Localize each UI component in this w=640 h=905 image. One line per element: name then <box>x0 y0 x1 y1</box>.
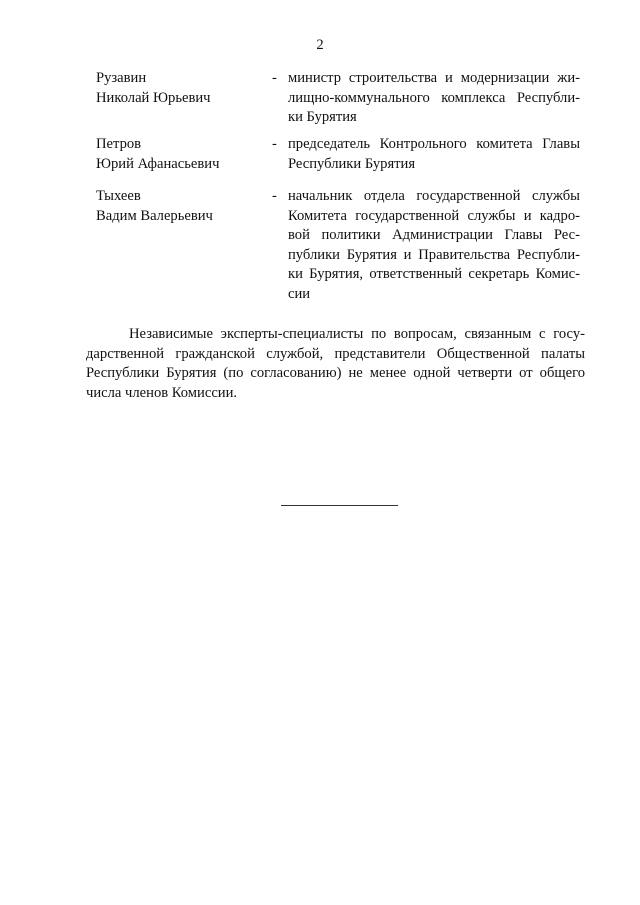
given-names: Николай Юрьевич <box>96 89 211 106</box>
role-line: сии <box>288 285 311 302</box>
role-line: ки Бурятия, ответственный секретарь Комис- <box>288 266 580 282</box>
role-line: вой политики Администрации Главы Рес- <box>288 227 580 243</box>
dash: - <box>272 188 277 204</box>
surname: Рузавин <box>96 70 147 86</box>
role-line: Республики Бурятия <box>288 155 416 172</box>
paragraph-line: Республики Бурятия (по согласованию) не менее одной четверти от общего <box>86 365 585 381</box>
paragraph-line: Независимые эксперты-специалисты по вопросам, связанным с госу- <box>129 326 585 342</box>
role-line: лищно-коммунального комплекса Республи- <box>288 89 580 106</box>
member-name <box>96 69 266 108</box>
independent-experts-paragraph <box>86 325 585 403</box>
paragraph-line: числа членов Комиссии. <box>86 384 238 401</box>
dash: - <box>272 136 277 152</box>
dash: - <box>272 70 277 86</box>
role-line: министр строительства и модернизации жи- <box>288 70 580 86</box>
role-line: ки Бурятия <box>288 109 357 125</box>
member-name <box>96 135 266 174</box>
member-role <box>288 187 580 304</box>
paragraph-line: дарственной гражданской службой, представители Общественной палаты <box>86 345 585 362</box>
surname: Тыхеев <box>96 188 141 204</box>
page-number: 2 <box>316 37 324 53</box>
role-line: начальник отдела государственной службы <box>288 188 580 204</box>
member-role <box>288 135 580 174</box>
role-line: Комитета государственной службы и кадро- <box>288 207 580 224</box>
member-role <box>288 69 580 128</box>
role-line: председатель Контрольного комитета Главы <box>288 136 580 152</box>
surname: Петров <box>96 136 142 152</box>
role-line: публики Бурятия и Правительства Республи- <box>288 246 580 263</box>
given-names: Юрий Афанасьевич <box>96 155 220 172</box>
given-names: Вадим Валерьевич <box>96 207 213 224</box>
closing-rule <box>281 505 398 506</box>
member-name <box>96 187 266 226</box>
